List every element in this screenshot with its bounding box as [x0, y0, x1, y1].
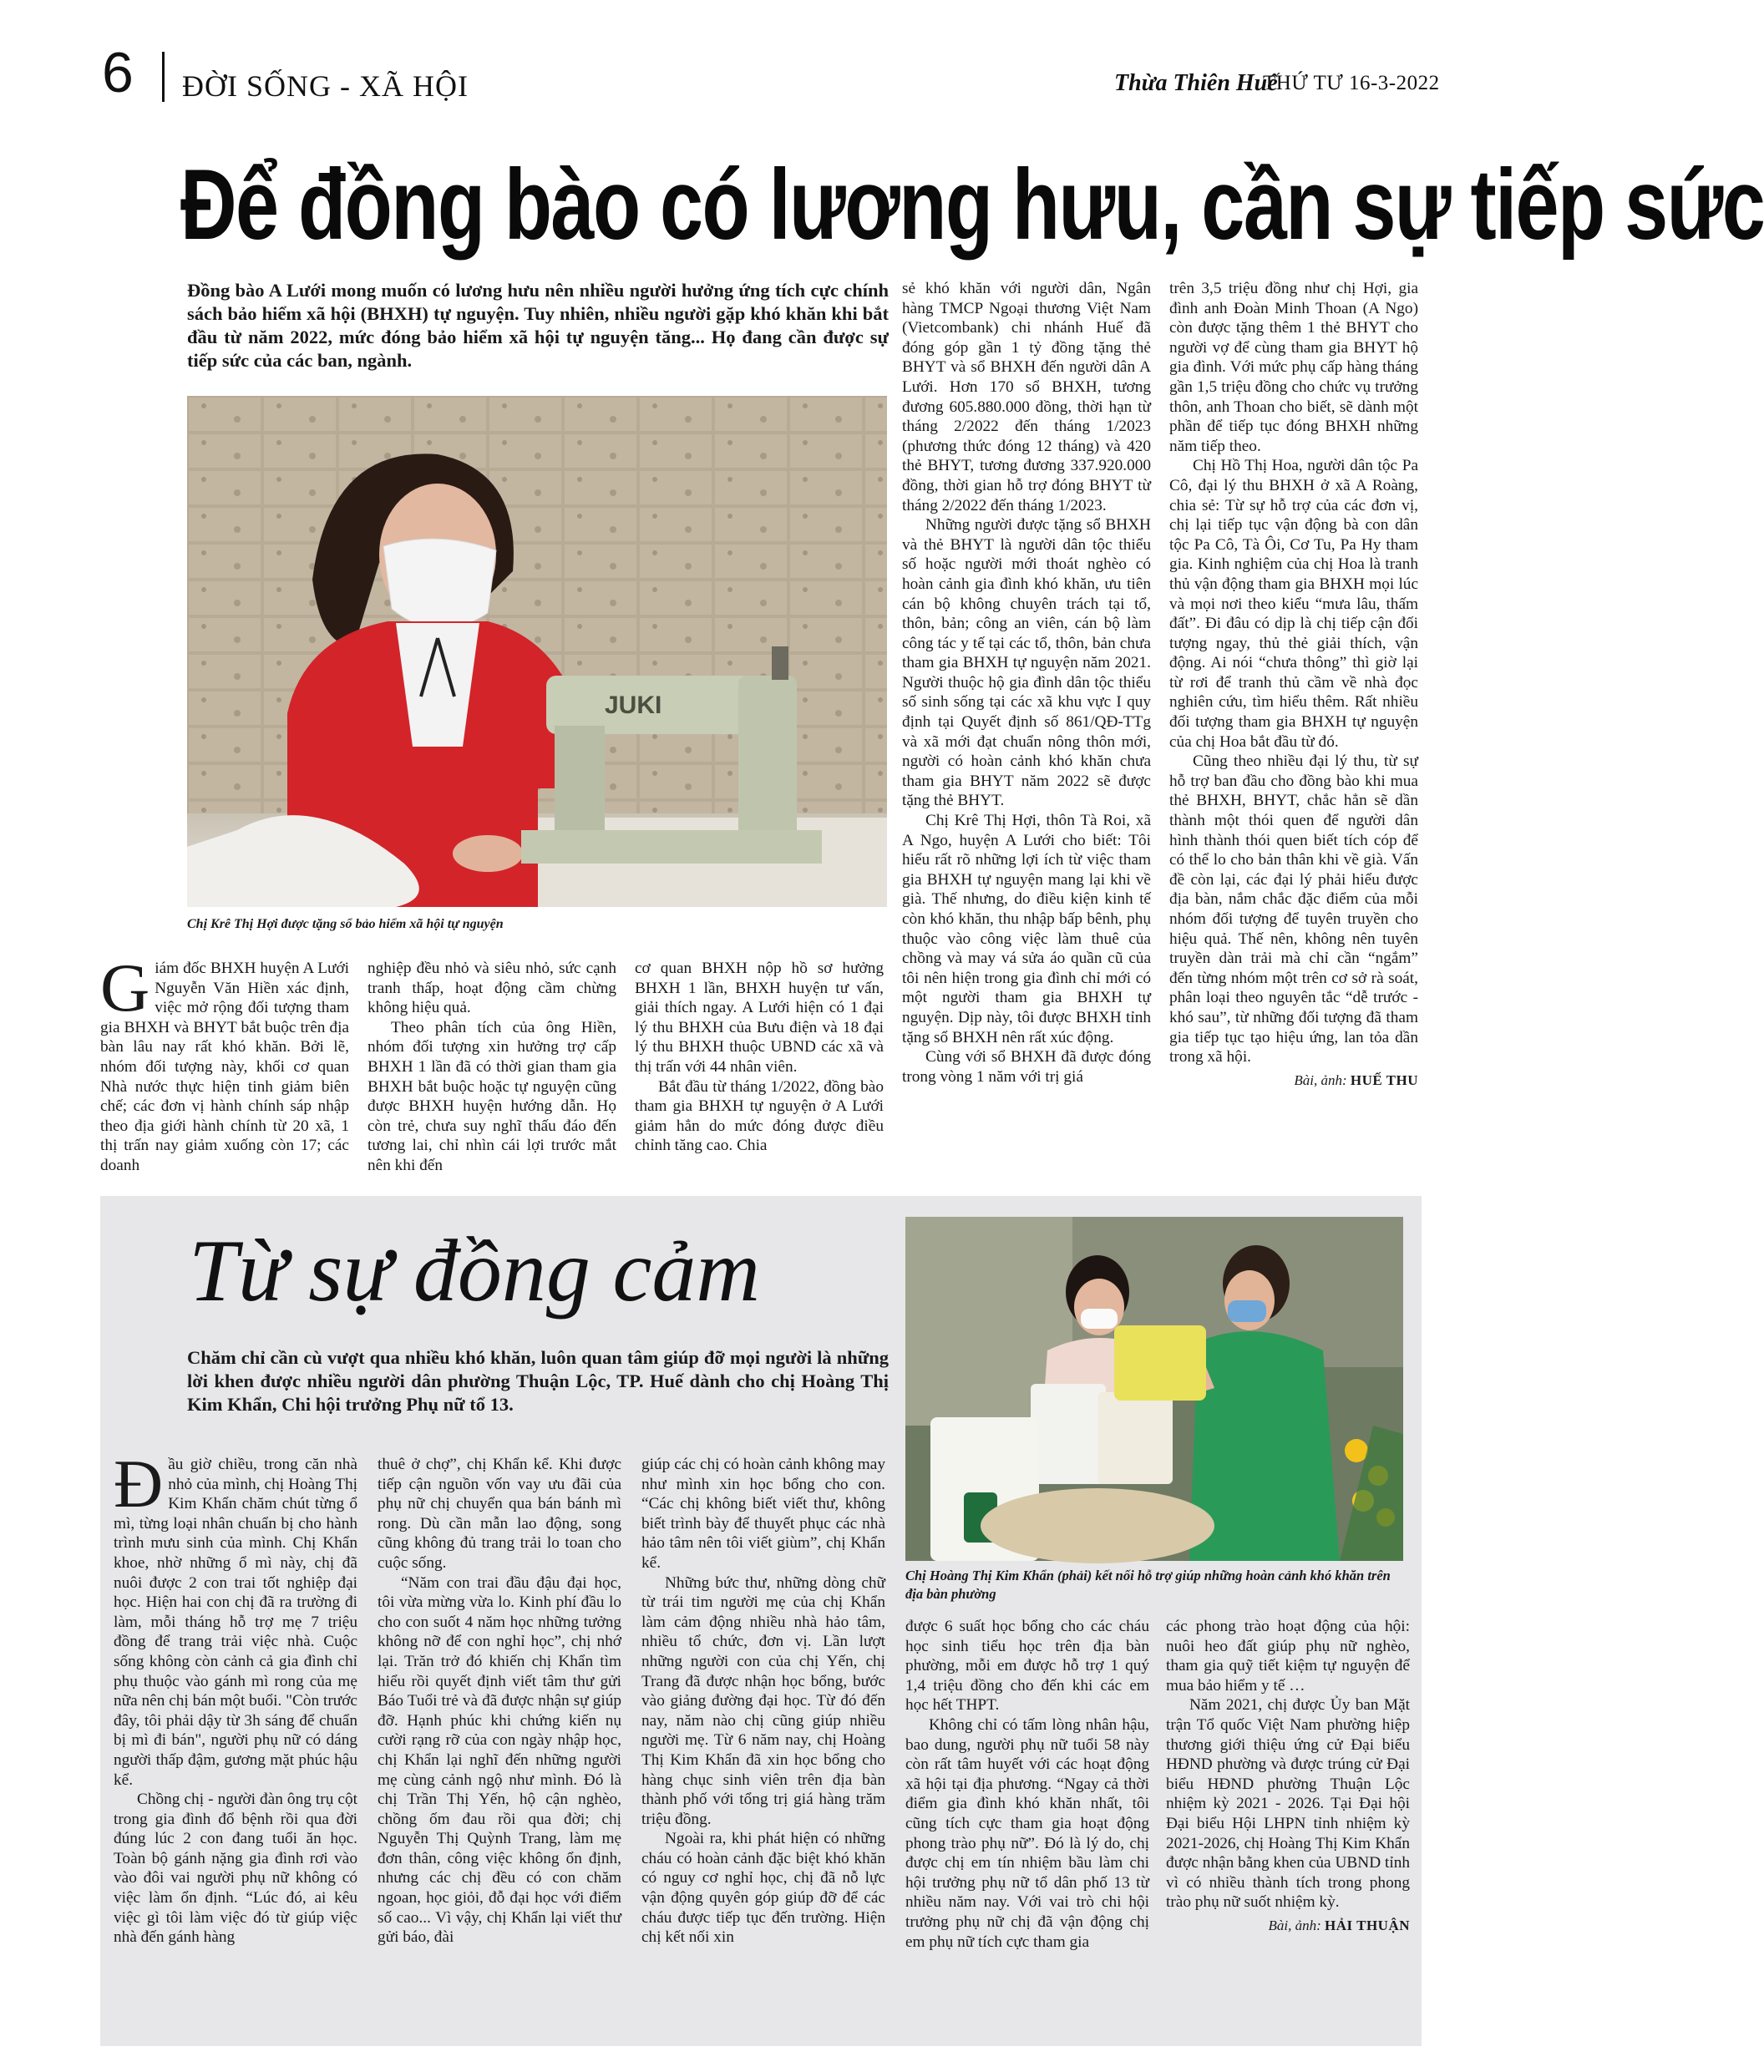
article2-column-5: [1166, 1617, 1410, 1936]
article1-column-2: [368, 959, 616, 1176]
paragraph: cơ quan BHXH nộp hồ sơ hưởng BHXH 1 lần, BHXH huyện tư vấn, giải thích ngay. A Lưới hiện có 1 đại lý thu BHXH của Bưu điện và 18 đại lý thu BHXH thuộc UBND các xã và thị trấn với 44 nhân viên.: [635, 960, 884, 1076]
paragraph: Không chỉ có tấm lòng nhân hậu, bao dung, người phụ nữ tuổi 58 này còn rất tâm huyết với các hoạt động xã hội tại địa phương. “Ngay cả thời điểm gia đình khó khăn nhất, tôi cũng tích cực tham gia hoạt động phong trào phụ nữ”. Đó là lý do, chị được chị em tín nhiệm bầu làm chi hội trưởng phụ nữ tổ dân phố 13 từ nhiều năm nay. Với vai trò chi hội trưởng phụ nữ chị đã vận động chị em phụ nữ tích cực tham gia: [905, 1715, 1149, 1951]
byline-author: HẢI THUẬN: [1325, 1917, 1410, 1933]
article2-headline: Từ sự đồng cảm: [189, 1222, 760, 1320]
article1-headline: Để đồng bào có lương hưu, cần sự tiếp sức: [180, 149, 1764, 261]
article1-column-1: [100, 950, 349, 1176]
paragraph: Chị Hồ Thị Hoa, người dân tộc Pa Cô, đại lý thu BHXH ở xã A Roàng, chia sẻ: Từ sự hỗ trợ của các đơn vị, chị lại tiếp tục vận động bà con dân tộc Pa Cô, Tà Ôi, Cơ Tu, Pa Hy tham gia. Kinh nghiệm của chị Hoa là tranh thủ vận động tham gia BHXH mọi lúc và mọi nơi theo kiểu “mưa lâu, thấm đất”. Đi đâu có dịp là chị tiếp cận đối tượng ngay, thủ thẻ giải thích, vận động. Ai nói “chưa thông” thì giờ lại từ rơi để tranh thủ cầm về nhà đọc nghiên cứu, tìm hiểu thêm. Rất nhiều đối tượng tham gia BHXH tự nguyện của chị Hoa bắt đầu từ đó.: [1169, 457, 1418, 751]
page-number: 6: [102, 41, 134, 104]
article2-column-4: [905, 1617, 1149, 1952]
article1-dropcap: G: [100, 950, 150, 1026]
article1-column-3: [635, 959, 884, 1156]
article1-column-4: [902, 279, 1151, 1087]
paragraph: sẻ khó khăn với người dân, Ngân hàng TMCP Ngoại thương Việt Nam (Vietcombank) chi nhánh Huế đã đóng góp gần 1 tỷ đồng tặng thẻ BHYT và sổ BHXH đến người dân A Lưới. Hơn 170 sổ BHXH, tương đương 605.880.000 đồng, thời hạn từ tháng 2/2022 đến tháng 1/2023 (phương thức đóng 12 tháng) và 420 thẻ BHYT, tương đương 337.920.000 đồng, thời gian hỗ trợ đóng BHYT từ tháng 2/2022 đến tháng 1/2023.: [902, 280, 1151, 514]
paragraph: ầu giờ chiều, trong căn nhà nhỏ của mình, chị Hoàng Thị Kim Khẩn chăm chút từng ổ mì, từng loại nhân chuẩn bị cho hành trình mưu sinh của mình. Chị Khẩn khoe, nhờ những ổ mì này, chị đã nuôi được 2 con trai tốt nghiệp đại học. Hiện hai con chị đã ra trường đi làm, mỗi tháng hỗ trợ mẹ 7 triệu đồng để trang trải việc nhà. Cuộc sống không còn cảnh cả gia đình chỉ phụ thuộc vào gánh mì rong của mẹ nữa nên chị bán một buổi. "Còn trước đây, tôi phải dậy từ 3h sáng để chuẩn bị mì đi bán", người phụ nữ có dáng người thấp đậm, gương mặt phúc hậu kể.: [114, 1456, 357, 1789]
svg-text:JUKI: JUKI: [605, 692, 662, 719]
article1-byline: [1169, 1071, 1418, 1091]
paragraph: các phong trào hoạt động của hội: nuôi heo đất giúp phụ nữ nghèo, tham gia quỹ tiết kiệm tự nguyện để mua bảo hiểm y tế …: [1166, 1618, 1410, 1695]
article2-column-2: [378, 1455, 621, 1948]
byline-author: HUẾ THU: [1350, 1071, 1418, 1088]
article1-column-5: [1169, 279, 1418, 1090]
byline-prefix: Bài, ảnh:: [1294, 1071, 1347, 1088]
byline-prefix: Bài, ảnh:: [1268, 1917, 1321, 1933]
paragraph: được 6 suất học bổng cho các cháu học sinh tiểu học trên địa bàn phường, mỗi em được hỗ trợ 1 quý 1,4 triệu đồng cho đến khi các em học hết THPT.: [905, 1618, 1149, 1715]
article2-dropcap: Đ: [114, 1446, 164, 1522]
paragraph: Chị Krê Thị Hợi, thôn Tà Roi, xã A Ngo, huyện A Lưới cho biết: Tôi hiểu rất rõ những lợi ích từ việc tham gia BHXH tự nguyện mang lại khi về già. Thế nhưng, do điều kiện kinh tế còn khó khăn, thu nhập bấp bênh, phụ thuộc vào công việc làm thuê của chồng và may vá sửa áo quần cũ của tôi nên hiện trong gia đình chỉ mới có một người tham gia BHXH tự nguyện. Dịp này, tôi được BHXH tỉnh tặng sổ BHXH nên rất xúc động.: [902, 812, 1151, 1046]
paragraph: “Năm con trai đầu đậu đại học, tôi vừa mừng vừa lo. Kinh phí đầu lo cho con suốt 4 năm học những tưởng không nỡ để con nghỉ học”, chị nhớ lại. Trăn trở đó khiến chị Khẩn tìm hiểu rồi quyết định viết tâm thư gửi Báo Tuổi trẻ và đã được nhận sự giúp đỡ. Hạnh phúc khi chứng kiến nụ cười rạng rỡ của con ngày nhập học, chị Khẩn lại nghĩ đến những người mẹ cùng cảnh ngộ như mình. Đó là chị Trần Thị Yến, hộ cận nghèo, chồng ốm đau rồi qua đời; chị Nguyễn Thị Quỳnh Trang, làm mẹ đơn thân, công việc không ổn định, nhưng các chị đều có con chăm ngoan, học giỏi, đỗ đại học với điểm số cao... Vì vậy, chị Khẩn lại viết thư gửi báo, đài: [378, 1573, 621, 1947]
paragraph: Cùng với sổ BHXH đã được đóng trong vòng 1 năm với trị giá: [902, 1048, 1151, 1086]
paragraph: giúp các chị có hoàn cảnh không may như mình xin học bổng cho con. “Các chị không biết viết thư, không biết trình bày để thuyết phục các nhà hảo tâm nên tôi viết giùm”, chị Khẩn kể.: [641, 1456, 885, 1572]
paragraph: Ngoài ra, khi phát hiện có những cháu có hoàn cảnh đặc biệt khó khăn có nguy cơ nghỉ học, chị đã nỗ lực vận động quyên góp giúp đỡ để các cháu được tiếp tục đến trường. Hiện chị kết nối xin: [641, 1830, 885, 1947]
paragraph: thuê ở chợ”, chị Khẩn kể. Khi được tiếp cận nguồn vốn vay ưu đãi của phụ nữ chị chuyển qua bán bánh mì rong. Dù cần mẫn lao động, song cũng không đủ trang trải lo toan cho cuộc sống.: [378, 1456, 621, 1572]
paragraph: Chồng chị - người đàn ông trụ cột trong gia đình đổ bệnh rồi qua đời đúng lúc 2 con đang tuổi ăn học. Toàn bộ gánh nặng gia đình rơi vào vào đôi vai người phụ nữ không có việc làm ổn định. “Lúc đó, ai kêu việc gì tôi làm việc đó từ giúp việc nhà đến gánh hàng: [114, 1791, 357, 1947]
paragraph: Những người được tặng sổ BHXH và thẻ BHYT là người dân tộc thiểu số hoặc người mới thoát nghèo có hoàn cảnh gia đình khó khăn, ưu tiên cán bộ không chuyên trách tại tổ, thôn, bản; công an viên, cán bộ làm công tác y tế tại các tổ, thôn, bản chưa tham gia BHXH tự nguyện năm 2021. Người thuộc hộ gia đình dân tộc thiểu số sinh sống tại các xã khu vực I quy định tại Quyết định số 861/QĐ-TTg và xã mới đạt chuẩn nông thôn mới, người có hoàn cảnh khó khăn chưa tham gia BHYT năm 2022 sẽ được tặng thẻ BHYT.: [902, 516, 1151, 810]
paragraph: trên 3,5 triệu đồng như chị Hợi, gia đình anh Đoàn Minh Thoan (A Ngo) còn được tặng thêm 1 thẻ BHYT cho người vợ để cùng tham gia BHYT hộ gia đình. Với mức phụ cấp hàng tháng gần 1,5 triệu đồng cho chức vụ trưởng thôn, anh Thoan cho biết, sẽ dành một phần để tiếp tục đóng BHXH những năm tiếp theo.: [1169, 280, 1418, 455]
header-divider: [162, 52, 165, 102]
charity-handover-illustration: [905, 1217, 1403, 1561]
issue-date: THỨ TƯ 16-3-2022: [1263, 72, 1440, 94]
article2-photo: [905, 1217, 1403, 1561]
article2-column-3: [641, 1455, 885, 1948]
article2-column-1: [114, 1446, 357, 1948]
paragraph: Những bức thư, những dòng chữ từ trái tim người mẹ của chị Khẩn làm cảm động nhiều nhà hảo tâm, nhiều tổ chức, đơn vị. Lần lượt những người con của chị Yến, chị Trang đã được nhận học bổng, bước vào giảng đường đại học. Từ đó đến nay, năm nào chị cũng giúp nhiều người mẹ. Từ 6 năm nay, chị Hoàng Thị Kim Khẩn đã xin học bổng cho hàng chục sinh viên trên địa bàn thành phố với tổng trị giá hàng trăm triệu đồng.: [641, 1573, 885, 1828]
paragraph: Năm 2021, chị được Ủy ban Mặt trận Tổ quốc Việt Nam phường hiệp thương giới thiệu ứng cử Đại biểu HĐND phường và được trúng cử Đại biểu HĐND phường Thuận Lộc nhiệm kỳ 2021 - 2026. Tại Đại hội Đại biểu Hội LHPN tỉnh nhiệm kỳ 2021-2026, chị Hoàng Thị Kim Khẩn được nhận bằng khen của UBND tỉnh vì có nhiều thành tích trong phong trào phụ nữ suốt nhiệm kỳ.: [1166, 1696, 1410, 1912]
section-title: ĐỜI SỐNG - XÃ HỘI: [182, 69, 469, 103]
paragraph: iám đốc BHXH huyện A Lưới Nguyễn Văn Hiền xác định, việc mở rộng đối tượng tham gia BHXH và BHYT bắt buộc trên địa bàn lâu nay rất khó khăn. Bởi lẽ, nhóm đối tượng này, khối cơ quan Nhà nước thực hiện tinh giảm biên chế; các đơn vị hành chính sáp nhập theo địa giới hành chính từ 20 xã, 1 thị trấn nay giảm xuống còn 17; các doanh: [100, 960, 349, 1174]
paragraph: Theo phân tích của ông Hiền, nhóm đối tượng xin hưởng trợ cấp BHXH 1 lần đã có thời gian tham gia BHXH bắt buộc hoặc tự nguyện cũng được BHXH huyện hướng dẫn. Họ còn trẻ, chưa suy nghĩ thấu đáo đến tương lai, chỉ nhìn cái lợi trước mắt nên khi đến: [368, 1018, 616, 1174]
article2-photo-caption: Chị Hoàng Thị Kim Khẩn (phải) kết nối hỗ trợ giúp những hoàn cảnh khó khăn trên địa bàn phường: [905, 1568, 1391, 1602]
article1-photo: [187, 396, 887, 907]
article1-photo-caption: Chị Krê Thị Hợi được tặng sổ bảo hiểm xã hội tự nguyện: [187, 917, 504, 931]
paragraph: nghiệp đều nhỏ và siêu nhỏ, sức cạnh tranh thấp, hoạt động cầm chừng không hiệu quả.: [368, 960, 616, 1017]
paragraph: Cũng theo nhiều đại lý thu, từ sự hỗ trợ ban đầu cho đồng bào khi mua thẻ BHXH, BHYT, chắc hẳn sẽ dần thành một thói quen để người dân hình thành thói quen biết tích cóp để có thể lo cho bản thân khi về già. Vấn đề còn lại, các đại lý phải hiểu được địa bàn, nắm chắc đặc điểm của mỗi nhóm đối tượng để tuyên truyền cho hiệu quả. Thế nên, không nên tuyên truyền dàn trải mà chỉ cần “ngắm” đến từng nhóm một trên cơ sở rà soát, phân loại theo nguyên tắc “dễ trước - khó sau”, từ những đối tượng đã tham gia tiếp tục tạo hiệu ứng, lan tỏa dần trong xã hội.: [1169, 752, 1418, 1066]
sewing-woman-illustration: [187, 396, 887, 907]
paragraph: Bắt đầu từ tháng 1/2022, đồng bào tham gia BHXH tự nguyện ở A Lưới giảm hẳn do mức đóng được điều chỉnh tăng cao. Chia: [635, 1077, 884, 1155]
article2-byline: [1166, 1916, 1410, 1936]
article1-lead: Đồng bào A Lưới mong muốn có lương hưu nên nhiều người hưởng ứng tích cực chính sách bảo hiểm xã hội (BHXH) tự nguyện. Tuy nhiên, nhiều người gặp khó khăn khi bắt đầu từ năm 2022, mức đóng bảo hiểm xã hội tự nguyện tăng... Họ đang cần được sự tiếp sức của các ban, ngành.: [187, 280, 889, 371]
article2-lead: Chăm chỉ cần cù vượt qua nhiều khó khăn, luôn quan tâm giúp đỡ mọi người là những lời khen được nhiều người dân phường Thuận Lộc, TP. Huế dành cho chị Hoàng Thị Kim Khẩn, Chi hội trưởng Phụ nữ tổ 13.: [187, 1347, 889, 1415]
newspaper-name: Thừa Thiên Huế: [1114, 70, 1278, 96]
